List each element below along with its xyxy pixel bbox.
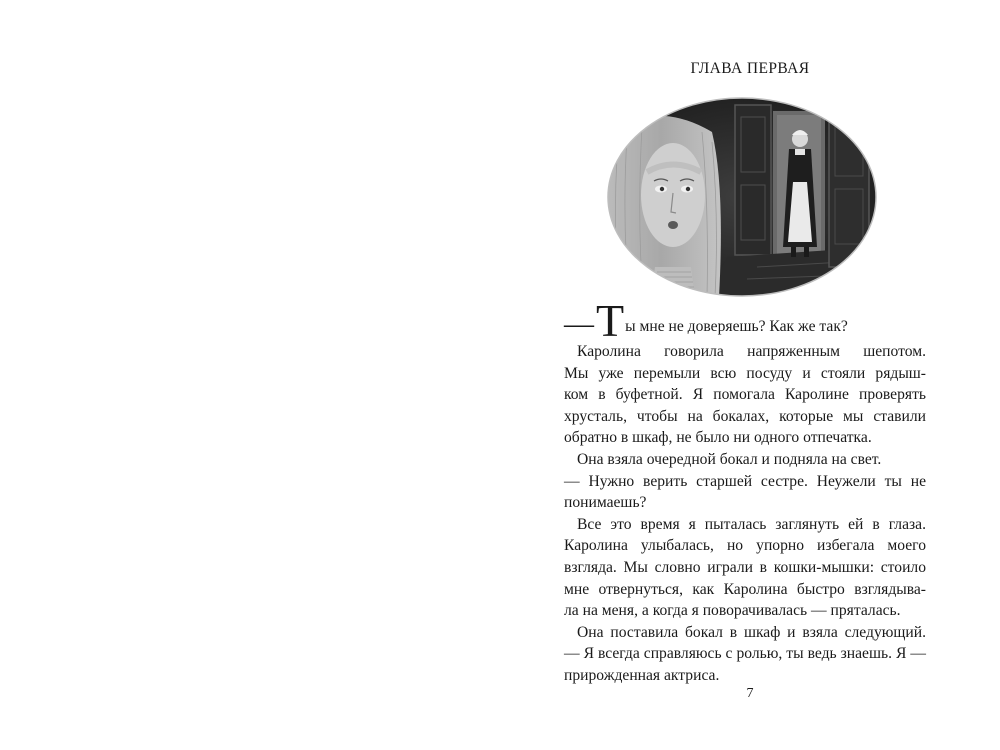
right-page bbox=[500, 0, 1000, 750]
text-line: ла на меня, а когда я поворачивалась — пряталась. bbox=[564, 602, 901, 620]
text-line: Мы уже перемыли всю посуду и стояли рядыш- bbox=[564, 364, 926, 382]
first-line-rest: ы мне не доверяешь? Как же так? bbox=[625, 318, 848, 336]
text-line: прирожденная актриса. bbox=[564, 666, 720, 684]
text-line: хрусталь, чтобы на бокалах, которые мы ставили bbox=[564, 407, 926, 425]
text-line: взгляда. Мы словно играли в кошки-мышки: стоило bbox=[564, 558, 926, 576]
text-line: — Нужно верить старшей сестре. Неужели ты не bbox=[564, 472, 926, 490]
opening-dash: — bbox=[564, 307, 594, 340]
text-line: Она поставила бокал в шкаф и взяла следующий. bbox=[577, 623, 926, 641]
text-line: — Я всегда справляюсь с ролью, ты ведь знаешь. Я — bbox=[564, 645, 926, 663]
illustration-girl-and-maid-in-doorway bbox=[607, 97, 877, 297]
text-line: Все это время я пыталась заглянуть ей в глаза. bbox=[577, 515, 926, 533]
text-line: ком в буфетной. Я помогала Каролине проверять bbox=[564, 386, 926, 404]
chapter-text bbox=[564, 295, 926, 687]
page-number: 7 bbox=[746, 686, 754, 701]
first-line bbox=[564, 295, 926, 346]
chapter-title: ГЛАВА ПЕРВАЯ bbox=[690, 60, 810, 77]
text-line: Каролина улыбалась, но упорно избегала моего bbox=[564, 537, 926, 555]
text-line: Она взяла очередной бокал и подняла на свет. bbox=[577, 450, 882, 468]
drop-cap: Т bbox=[596, 295, 625, 346]
text-line: обратно в шкаф, не было ни одного отпечатка. bbox=[564, 429, 872, 447]
text-line: Каролина говорила напряженным шепотом. bbox=[577, 343, 926, 360]
text-line: мне отвернуться, как Каролина быстро взглядыва- bbox=[564, 580, 926, 598]
text-line: понимаешь? bbox=[564, 494, 647, 512]
